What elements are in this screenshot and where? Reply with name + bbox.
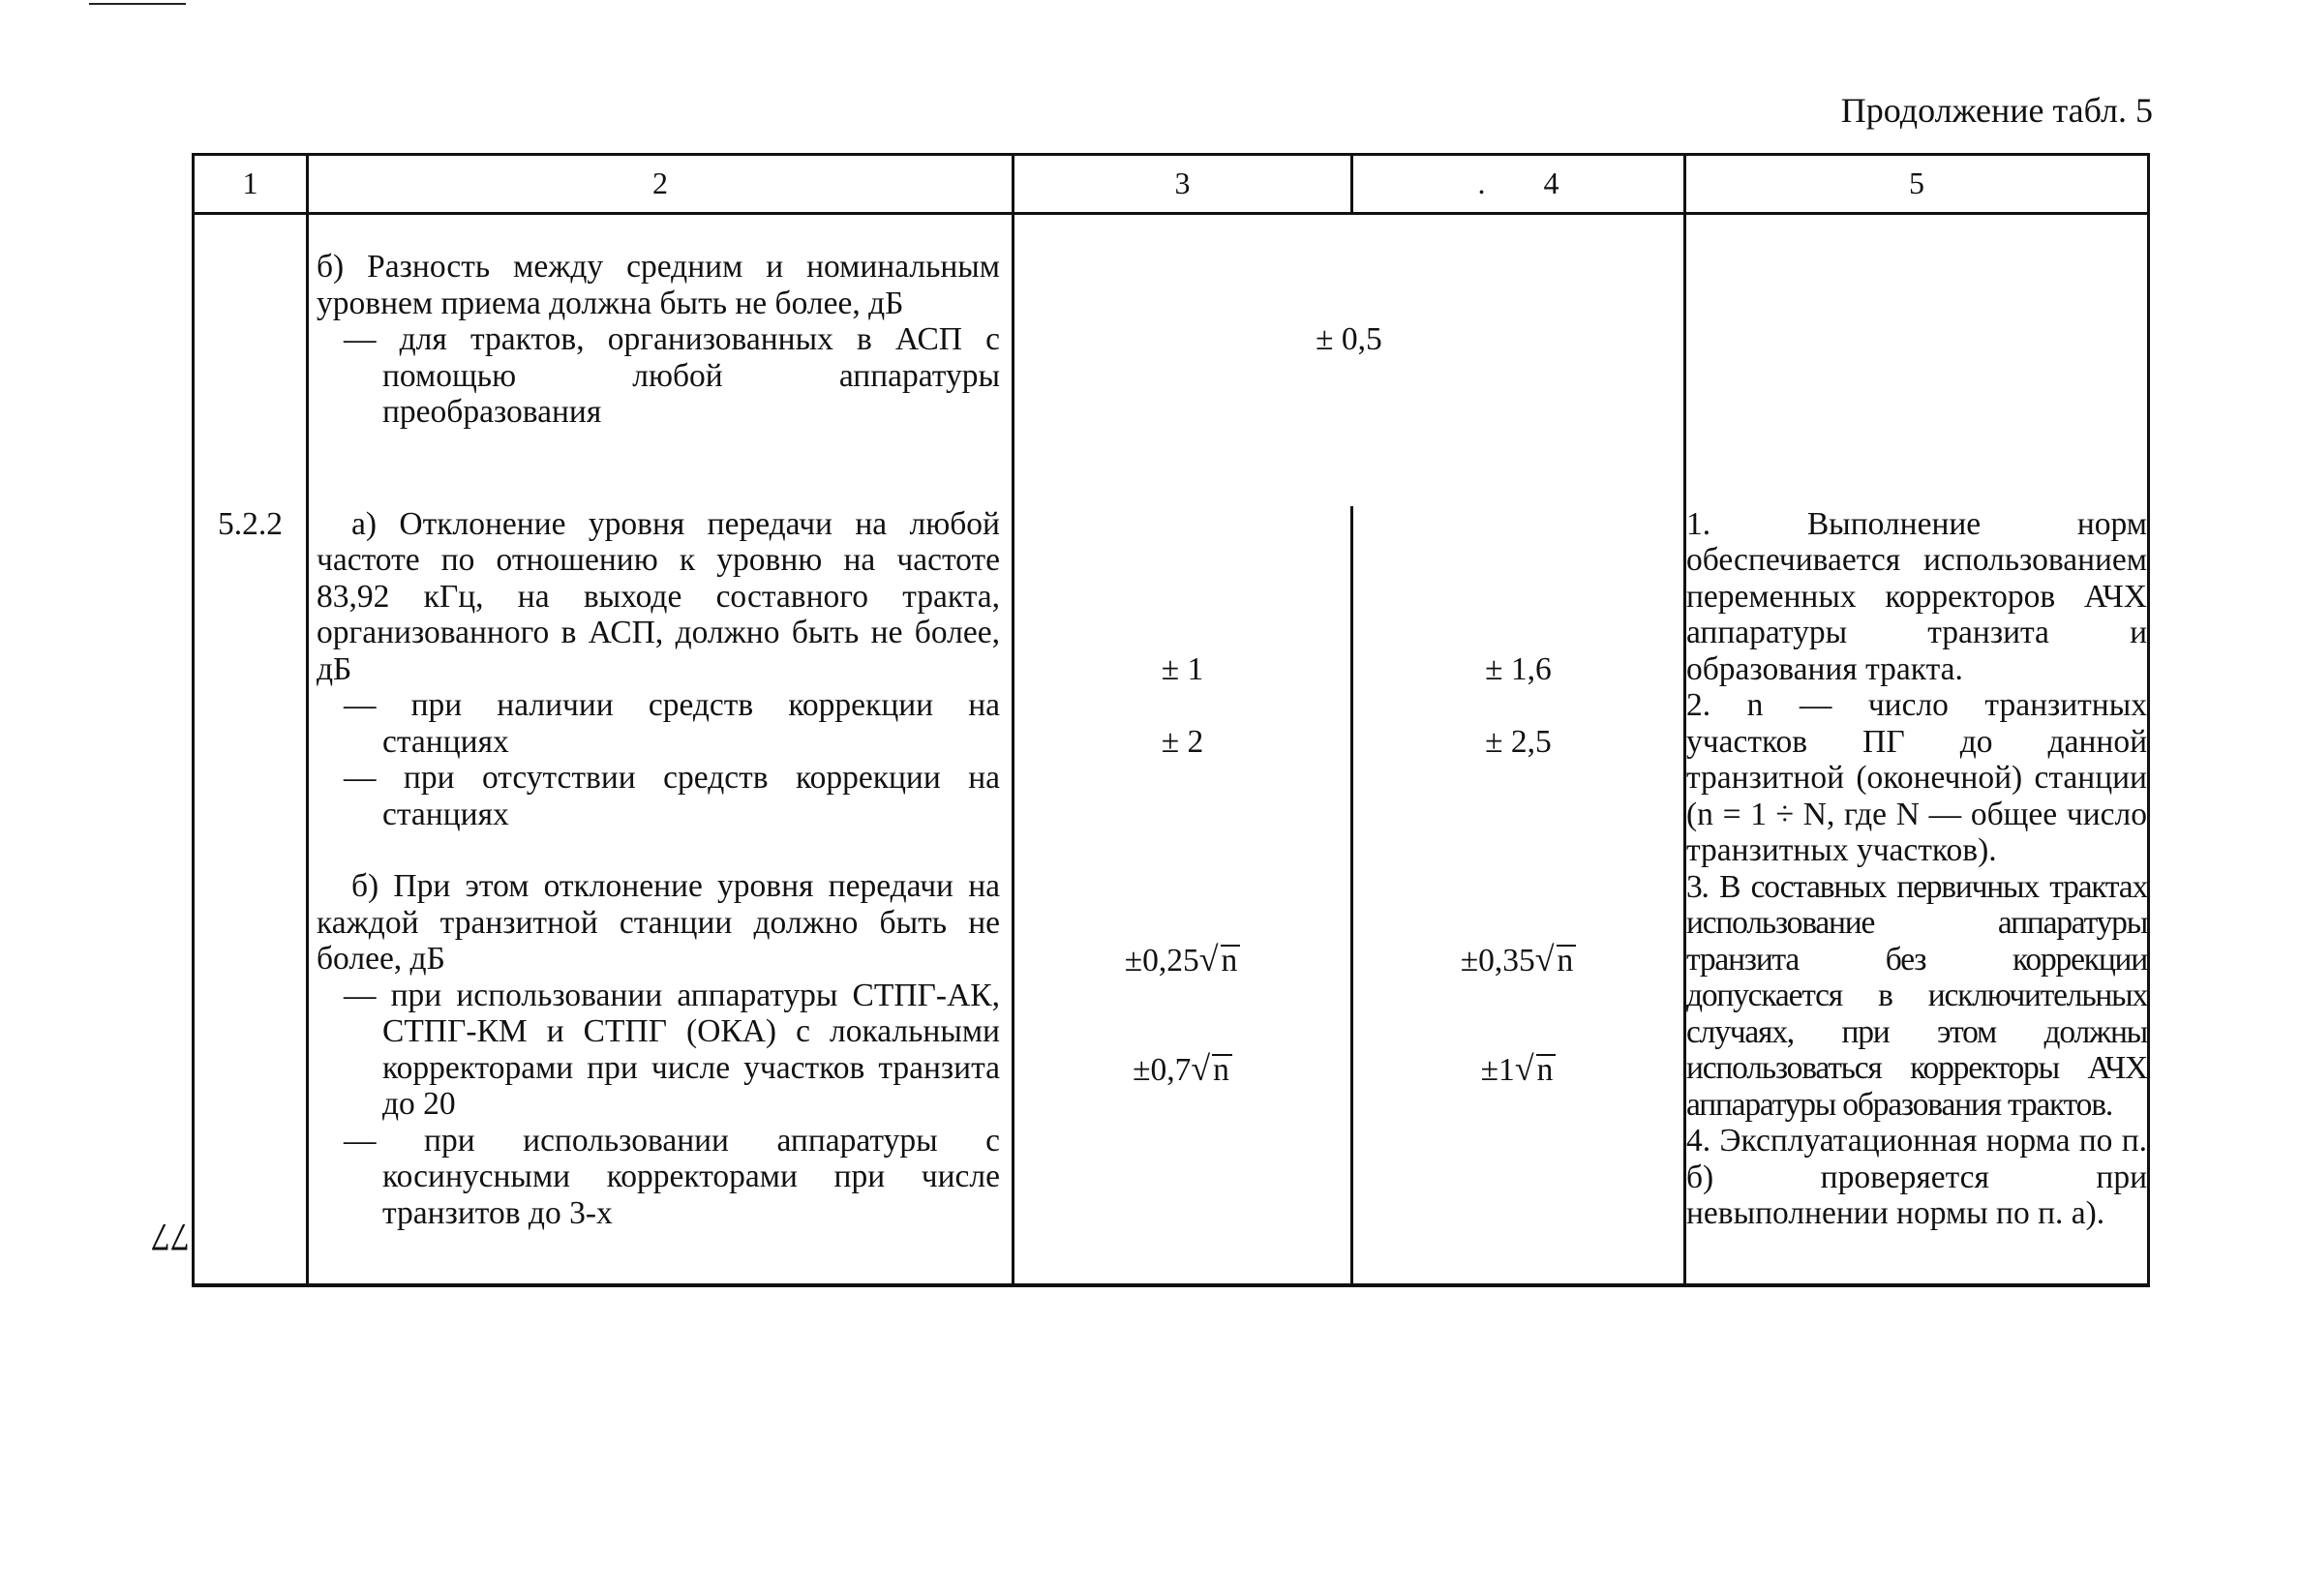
row2-a1-col4: ± 1,6: [1485, 650, 1552, 687]
sqrt-sign: √: [1514, 1049, 1534, 1088]
row1-description: [308, 214, 1014, 506]
norms-table: [192, 153, 2150, 1287]
row2-part-b-item-1: — при использовании аппаратуры СТПГ-АК, СТПГ-КМ и СТПГ (ОКА) с локальными корректорами при числе участков транзита до 20: [344, 977, 1000, 1122]
row1-title: б) Разность между средним и номинальным уровнем приема должна быть не более, дБ: [317, 249, 1000, 321]
row1-value-merged-cell: [1014, 214, 1685, 506]
row2-part-a-title: а) Отклонение уровня передачи на любой частоте по отношению к уровню на частоте 83,92 кГц, на выходе составного тракта, организованного в АСП, должно быть не более, дБ: [317, 505, 1000, 687]
header-col-4-mark: .: [1477, 166, 1486, 201]
table-row: [194, 506, 2149, 1286]
row2-note-1: 1. Выполнение норм обеспечивается использованием переменных корректоров АЧХ аппаратуры транзита и образования тракта.: [1686, 505, 2147, 687]
row2-b1-col3-radicand: n: [1221, 945, 1241, 976]
row2-b2-col3: [1014, 1051, 1350, 1089]
row2-note-3: 3. В составных первичных трактах использование аппаратуры транзита без коррекции допускается в исключительных случаях, при этом должны использоваться корректоры АЧХ аппаратуры образования трактов.: [1686, 868, 2147, 1123]
header-col-4: [1352, 155, 1685, 214]
row1-value-merged: ± 0,5: [1316, 321, 1382, 357]
row2-b2-col4-radicand: n: [1536, 1054, 1557, 1085]
header-row: [194, 155, 2149, 214]
top-rule: [89, 3, 186, 5]
header-col-3: 3: [1014, 155, 1352, 214]
row2-b2-col3-prefix: ±0,7: [1133, 1052, 1192, 1088]
row2-notes: [1685, 506, 2149, 1286]
row2-part-a-item-2: — при отсутствии средств коррекции на станциях: [344, 760, 1000, 832]
row2-note-2: 2. n — число транзитных участков ПГ до данной транзитной (оконечной) станции (n = 1 ÷ N, где N — общее число транзитных участков).: [1686, 687, 2147, 868]
row2-part-b-title: б) При этом отклонение уровня передачи на каждой транзитной станции должно быть не более, дБ: [317, 868, 1000, 977]
row2-b1-col4-radicand: n: [1557, 945, 1577, 976]
sqrt-sign: √: [1534, 939, 1555, 979]
row1-item-1: — для трактов, организованных в АСП с помощью любой аппаратуры преобразования: [344, 321, 1000, 430]
row2-b2-col3-radicand: n: [1212, 1054, 1232, 1085]
table-row: [194, 214, 2149, 506]
row2-part-b-item-2: — при использовании аппаратуры с косинусными корректорами при числе транзитов до 3-х: [344, 1122, 1000, 1231]
header-col-5: 5: [1685, 155, 2149, 214]
row2-b1-col3: [1014, 939, 1350, 979]
header-col-1: 1: [194, 155, 308, 214]
row1-note: [1685, 214, 2149, 506]
row1-num: [194, 214, 308, 506]
row2-col3: [1014, 506, 1352, 1286]
sqrt-sign: √: [1198, 939, 1219, 979]
row2-b1-col4-prefix: ±0,35: [1460, 942, 1535, 979]
row2-a2-col4: ± 2,5: [1485, 723, 1552, 760]
row2-a1-col3: ± 1: [1161, 650, 1204, 687]
table-caption: Продолжение табл. 5: [1840, 91, 2153, 130]
sqrt-sign: √: [1191, 1049, 1211, 1088]
row2-num: 5.2.2: [218, 505, 283, 542]
row2-b1-col4: [1353, 939, 1683, 979]
row2-description: [308, 506, 1014, 1286]
header-col-4-label: 4: [1543, 166, 1559, 201]
row2-b2-col4-prefix: ±1: [1480, 1052, 1515, 1088]
row2-note-4: 4. Эксплуатационная норма по п. б) проверяется при невыполнении нормы по п. а).: [1686, 1123, 2147, 1231]
header-col-2: 2: [308, 155, 1014, 214]
row2-num-cell: [194, 506, 308, 1286]
page-number: 77: [151, 1216, 190, 1259]
row2-b1-col3-prefix: ±0,25: [1124, 942, 1199, 979]
row2-part-a-item-1: — при наличии средств коррекции на станциях: [344, 687, 1000, 760]
row2-col4: [1352, 506, 1685, 1286]
row2-a2-col3: ± 2: [1161, 723, 1204, 760]
row2-b2-col4: [1353, 1051, 1683, 1089]
